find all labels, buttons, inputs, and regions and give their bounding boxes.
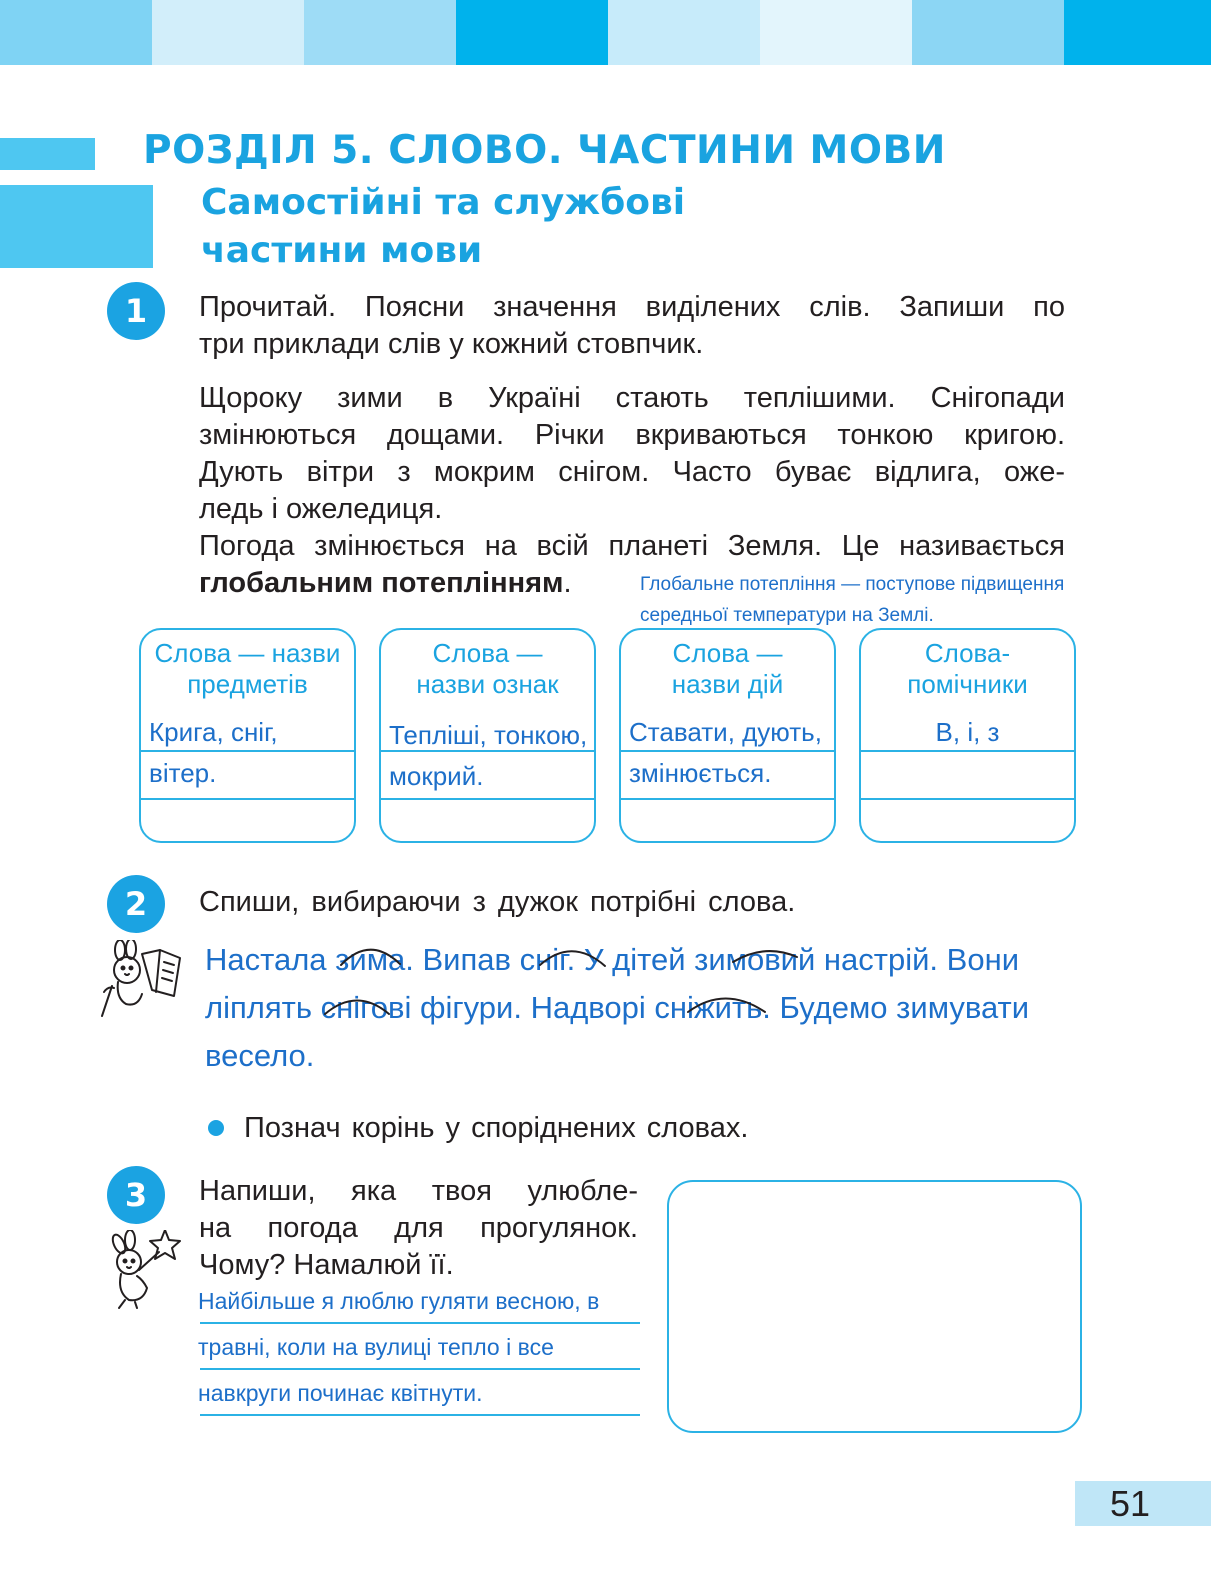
instruction-line: Чому? Намалюй її. (199, 1249, 454, 1281)
definition-line: середньої температури на Землі. (640, 605, 934, 626)
bullet-dot (208, 1120, 224, 1136)
bunny-reading-icon (100, 940, 186, 1020)
answer-text[interactable]: Крига, сніг, (149, 717, 278, 747)
column-header-line: назви ознак (416, 669, 559, 699)
writing-line (381, 798, 594, 800)
writing-line (621, 798, 834, 800)
answer-line: весело. (205, 1038, 315, 1073)
answer-text[interactable]: Ставати, дують, (629, 717, 822, 747)
column-header-line: помічники (907, 669, 1028, 699)
band-segment (304, 0, 456, 65)
header-decoration (0, 138, 95, 170)
band-segment (1064, 0, 1211, 65)
answer-line: Настала зима. Випав сніг. У дітей зимовий настрій. Вони (205, 942, 1020, 977)
band-segment (760, 0, 912, 65)
writing-line (141, 798, 354, 800)
writing-line (621, 750, 834, 752)
answer-line: травні, коли на вулиці тепло і все (198, 1334, 554, 1360)
column-header-line: Слова — (432, 638, 543, 668)
section-title: РОЗДІЛ 5. СЛОВО. ЧАСТИНИ МОВИ (143, 128, 946, 173)
band-segment (456, 0, 608, 65)
writing-line (200, 1368, 640, 1370)
passage-period: . (563, 567, 572, 599)
writing-line (141, 750, 354, 752)
column-nouns (139, 628, 356, 843)
task1-instruction (199, 289, 1065, 363)
answer-text[interactable]: В, і, з (935, 717, 1000, 747)
highlighted-term: глобальним потеплінням (199, 567, 564, 599)
band-segment (608, 0, 760, 65)
writing-line (200, 1322, 640, 1324)
answer-line: ліплять снігові фігури. Надворі сніжить. Будемо зимувати (205, 990, 1030, 1025)
writing-line (381, 750, 594, 752)
writing-line (861, 750, 1074, 752)
band-segment (152, 0, 304, 65)
column-header-line: назви дій (671, 669, 784, 699)
column-header-line: Слова- (924, 638, 1011, 668)
passage-last-line (199, 565, 572, 602)
column-header (141, 638, 354, 700)
page-number: 51 (1110, 1483, 1151, 1524)
bunny-star-icon (103, 1230, 185, 1310)
passage-line: Дують вітри з мокрим снігом. Часто буває відлига, оже- (199, 456, 1065, 488)
writing-line (200, 1414, 640, 1416)
header-decoration (0, 185, 153, 268)
instruction-line: на погода для прогулянок. (199, 1212, 638, 1244)
top-color-band (0, 0, 1211, 65)
lesson-title-line: Самостійні та службові (201, 182, 686, 223)
instruction-line: три приклади слів у кожний стовпчик. (199, 328, 704, 360)
passage-line: ледь і ожеледиця. (199, 493, 443, 525)
answer-text[interactable]: змінюється. (629, 758, 772, 788)
column-header (621, 638, 834, 700)
drawing-area[interactable] (667, 1180, 1082, 1433)
task-number-badge: 1 (107, 282, 165, 340)
answer-text[interactable]: мокрий. (389, 761, 484, 791)
task2-instruction: Спиши, вибираючи з дужок потрібні слова. (199, 886, 796, 918)
column-header (381, 638, 594, 700)
task-number-badge: 2 (107, 875, 165, 933)
answer-text[interactable]: Тепліші, тонкою, (389, 720, 588, 750)
column-verbs (619, 628, 836, 843)
column-adjectives (379, 628, 596, 843)
task-number-badge: 3 (107, 1166, 165, 1224)
writing-line (861, 798, 1074, 800)
task2-bullet-text: Познач корінь у споріднених словах. (244, 1112, 749, 1144)
handwritten-definition (640, 569, 1064, 631)
passage-line: Погода змінюється на всій планеті Земля. Це називається (199, 530, 1065, 562)
column-header-line: предметів (187, 669, 308, 699)
column-header-line: Слова — назви (154, 638, 341, 668)
band-segment (0, 0, 152, 65)
instruction-line: Напиши, яка твоя улюбле- (199, 1175, 638, 1207)
instruction-line: Прочитай. Поясни значення виділених слів. Запиши по (199, 291, 1065, 323)
lesson-title-line: частини мови (201, 230, 483, 271)
answer-line: Найбільше я люблю гуляти весною, в (198, 1288, 600, 1314)
band-segment (912, 0, 1064, 65)
answer-line: навкруги починає квітнути. (198, 1380, 483, 1406)
answer-text[interactable]: вітер. (149, 758, 217, 788)
task1-passage (199, 380, 1065, 565)
passage-line: Щороку зими в Україні стають теплішими. Снігопади (199, 382, 1065, 414)
column-function-words (859, 628, 1076, 843)
column-header (861, 638, 1074, 700)
definition-line: Глобальне потепління — поступове підвищення (640, 574, 1065, 595)
passage-line: змінюються дощами. Річки вкриваються тонкою кригою. (199, 419, 1065, 451)
column-header-line: Слова — (672, 638, 783, 668)
task3-instruction (199, 1173, 638, 1284)
